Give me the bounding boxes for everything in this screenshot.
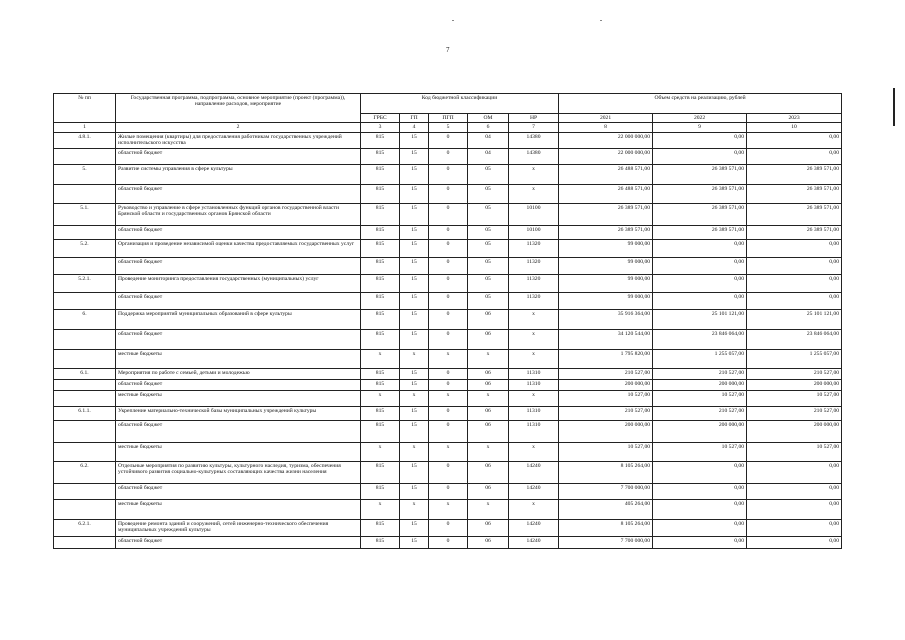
- row-name: местные бюджеты: [116, 499, 361, 519]
- cell-grbs: 815: [361, 461, 400, 483]
- cell-nr: 11320: [509, 239, 559, 257]
- cell-gp: 15: [400, 309, 429, 329]
- row-name: Проведение ремонта зданий и сооружений, сетей инженерно-технического обеспечения муниципальных учреждений культуры: [116, 519, 361, 536]
- table-row: [54, 239, 842, 257]
- row-name: Жилые помещения (квартиры) для предоставления работникам государственных учреждений исполнительского искусства: [116, 132, 361, 148]
- row-name: областной бюджет: [116, 536, 361, 548]
- cell-nr: 11310: [509, 368, 559, 379]
- cell-grbs: 815: [361, 239, 400, 257]
- row-number: 6.1.: [54, 368, 116, 379]
- cell-amount-2023: 0,00: [747, 292, 842, 309]
- row-name: областной бюджет: [116, 420, 361, 442]
- cell-amount-2023: 23 846 064,00: [747, 329, 842, 349]
- row-number: [54, 148, 116, 164]
- row-name: Отдельные мероприятия по развитию культуры, культурного наследия, туризма, обеспечения устойчивого развития социально-культурных составляющих качества жизни населения: [116, 461, 361, 483]
- cell-om: 05: [468, 225, 509, 239]
- cell-nr: 14380: [509, 132, 559, 148]
- cell-gp: 15: [400, 536, 429, 548]
- cell-amount-2021: 210 527,00: [559, 406, 653, 420]
- row-name: областной бюджет: [116, 483, 361, 499]
- cell-amount-2022: 26 389 571,00: [653, 225, 747, 239]
- header-om: ОМ: [468, 114, 509, 123]
- row-name: областной бюджет: [116, 257, 361, 274]
- table-row: [54, 379, 842, 390]
- cell-om: 04: [468, 132, 509, 148]
- table-row: [54, 257, 842, 274]
- cell-amount-2022: 25 101 121,00: [653, 309, 747, 329]
- cell-om: х: [468, 349, 509, 368]
- cell-amount-2021: 22 000 000,00: [559, 148, 653, 164]
- table-row: [54, 368, 842, 379]
- cell-pgp: 0: [429, 164, 468, 184]
- cell-om: 05: [468, 239, 509, 257]
- cell-amount-2021: 99 000,00: [559, 239, 653, 257]
- cell-grbs: 815: [361, 225, 400, 239]
- cell-om: 06: [468, 329, 509, 349]
- cell-pgp: 0: [429, 461, 468, 483]
- row-number: [54, 442, 116, 461]
- cell-grbs: 815: [361, 292, 400, 309]
- table-row: [54, 483, 842, 499]
- cell-amount-2022: 0,00: [653, 292, 747, 309]
- cell-amount-2022: 10 527,00: [653, 442, 747, 461]
- header-nr: НР: [509, 114, 559, 123]
- cell-nr: 14380: [509, 148, 559, 164]
- cell-nr: 14240: [509, 519, 559, 536]
- cell-om: 06: [468, 461, 509, 483]
- row-number: 5.1.: [54, 203, 116, 225]
- cell-grbs: 815: [361, 309, 400, 329]
- table-row: [54, 329, 842, 349]
- cell-gp: 15: [400, 274, 429, 292]
- cell-amount-2023: 210 527,00: [747, 368, 842, 379]
- header-program: Государственная программа, подпрограмма, основное мероприятие (проект (программа)), направление расходов, мероприятие: [116, 94, 361, 123]
- header-year-2022: 2022: [653, 114, 747, 123]
- cell-gp: 15: [400, 519, 429, 536]
- cell-om: 05: [468, 257, 509, 274]
- row-name: областной бюджет: [116, 292, 361, 309]
- cell-amount-2021: 99 000,00: [559, 274, 653, 292]
- cell-gp: 15: [400, 379, 429, 390]
- cell-amount-2021: 26 389 571,00: [559, 203, 653, 225]
- cell-amount-2021: 8 105 264,00: [559, 519, 653, 536]
- cell-nr: 14240: [509, 483, 559, 499]
- header-year-2021: 2021: [559, 114, 653, 123]
- cell-grbs: 815: [361, 132, 400, 148]
- row-name: местные бюджеты: [116, 349, 361, 368]
- cell-amount-2022: 0,00: [653, 274, 747, 292]
- cell-amount-2021: 7 700 000,00: [559, 483, 653, 499]
- col-number: 10: [747, 123, 842, 132]
- cell-amount-2021: 26 488 571,00: [559, 184, 653, 203]
- cell-amount-2023: 0,00: [747, 483, 842, 499]
- cell-nr: 11320: [509, 274, 559, 292]
- row-number: 4.8.1.: [54, 132, 116, 148]
- cell-pgp: 0: [429, 184, 468, 203]
- cell-om: 06: [468, 406, 509, 420]
- scan-speck: [600, 20, 602, 21]
- cell-amount-2023: 0,00: [747, 519, 842, 536]
- cell-grbs: 815: [361, 257, 400, 274]
- row-number: [54, 225, 116, 239]
- cell-gp: 15: [400, 132, 429, 148]
- cell-amount-2021: 34 120 544,00: [559, 329, 653, 349]
- cell-amount-2021: 405 264,00: [559, 499, 653, 519]
- cell-nr: 14240: [509, 536, 559, 548]
- cell-gp: 15: [400, 239, 429, 257]
- table-row: [54, 406, 842, 420]
- cell-nr: 10100: [509, 225, 559, 239]
- cell-amount-2022: 210 527,00: [653, 406, 747, 420]
- cell-amount-2023: 0,00: [747, 132, 842, 148]
- cell-gp: 15: [400, 164, 429, 184]
- header-year-2023: 2023: [747, 114, 842, 123]
- row-number: 6.: [54, 309, 116, 329]
- row-number: 5.2.: [54, 239, 116, 257]
- cell-amount-2023: 0,00: [747, 148, 842, 164]
- cell-amount-2022: 26 389 571,00: [653, 164, 747, 184]
- cell-grbs: 815: [361, 536, 400, 548]
- cell-amount-2022: 26 389 571,00: [653, 203, 747, 225]
- cell-grbs: 815: [361, 148, 400, 164]
- cell-amount-2021: 35 916 364,00: [559, 309, 653, 329]
- cell-om: 06: [468, 379, 509, 390]
- cell-grbs: х: [361, 499, 400, 519]
- cell-amount-2022: 210 527,00: [653, 368, 747, 379]
- cell-amount-2022: 0,00: [653, 148, 747, 164]
- cell-om: 06: [468, 420, 509, 442]
- cell-pgp: 0: [429, 132, 468, 148]
- cell-amount-2023: 0,00: [747, 461, 842, 483]
- cell-nr: 11320: [509, 257, 559, 274]
- row-name: Мероприятия по работе с семьей, детьми и молодежью: [116, 368, 361, 379]
- cell-amount-2022: 0,00: [653, 239, 747, 257]
- cell-amount-2023: 210 527,00: [747, 406, 842, 420]
- cell-om: х: [468, 499, 509, 519]
- row-name: областной бюджет: [116, 184, 361, 203]
- cell-om: х: [468, 442, 509, 461]
- row-name: Поддержка мероприятий муниципальных образований в сфере культуры: [116, 309, 361, 329]
- table-row: [54, 203, 842, 225]
- table-row: [54, 274, 842, 292]
- row-number: [54, 349, 116, 368]
- cell-amount-2022: 200 000,00: [653, 379, 747, 390]
- row-number: 5.2.1.: [54, 274, 116, 292]
- col-number: 9: [653, 123, 747, 132]
- cell-grbs: 815: [361, 519, 400, 536]
- table-row: [54, 148, 842, 164]
- col-number: 4: [400, 123, 429, 132]
- cell-grbs: 815: [361, 406, 400, 420]
- cell-pgp: 0: [429, 483, 468, 499]
- scan-edge-mark: [893, 88, 895, 126]
- cell-amount-2023: 200 000,00: [747, 379, 842, 390]
- cell-nr: х: [509, 499, 559, 519]
- row-name: местные бюджеты: [116, 442, 361, 461]
- table-row: [54, 309, 842, 329]
- cell-pgp: 0: [429, 536, 468, 548]
- cell-pgp: 0: [429, 239, 468, 257]
- header-budget-code: Код бюджетной классификации: [361, 94, 559, 114]
- table-row: [54, 132, 842, 148]
- cell-grbs: 815: [361, 203, 400, 225]
- cell-gp: 15: [400, 368, 429, 379]
- cell-om: 06: [468, 536, 509, 548]
- cell-grbs: 815: [361, 184, 400, 203]
- cell-grbs: 815: [361, 483, 400, 499]
- table-row: [54, 164, 842, 184]
- cell-amount-2022: 10 527,00: [653, 390, 747, 406]
- col-number: 8: [559, 123, 653, 132]
- cell-gp: х: [400, 442, 429, 461]
- cell-nr: х: [509, 184, 559, 203]
- cell-amount-2023: 0,00: [747, 274, 842, 292]
- cell-om: 05: [468, 274, 509, 292]
- cell-amount-2021: 200 000,00: [559, 420, 653, 442]
- cell-nr: х: [509, 349, 559, 368]
- cell-grbs: х: [361, 442, 400, 461]
- cell-gp: 15: [400, 203, 429, 225]
- cell-grbs: 815: [361, 164, 400, 184]
- row-name: Проведение мониторинга предоставления государственных (муниципальных) услуг: [116, 274, 361, 292]
- cell-pgp: х: [429, 499, 468, 519]
- row-name: Укрепление материально-технической базы муниципальных учреждений культуры: [116, 406, 361, 420]
- row-number: [54, 390, 116, 406]
- cell-pgp: 0: [429, 519, 468, 536]
- cell-pgp: 0: [429, 379, 468, 390]
- header-grbs: ГРБС: [361, 114, 400, 123]
- header-gp: ГП: [400, 114, 429, 123]
- cell-amount-2023: 0,00: [747, 239, 842, 257]
- cell-amount-2021: 22 000 000,00: [559, 132, 653, 148]
- cell-pgp: 0: [429, 406, 468, 420]
- cell-pgp: х: [429, 390, 468, 406]
- row-number: [54, 257, 116, 274]
- cell-om: 05: [468, 184, 509, 203]
- cell-amount-2022: 26 389 571,00: [653, 184, 747, 203]
- cell-amount-2022: 23 846 064,00: [653, 329, 747, 349]
- col-number: 2: [116, 123, 361, 132]
- cell-nr: х: [509, 309, 559, 329]
- cell-amount-2021: 26 488 571,00: [559, 164, 653, 184]
- cell-gp: 15: [400, 420, 429, 442]
- cell-gp: 15: [400, 184, 429, 203]
- cell-pgp: х: [429, 349, 468, 368]
- row-number: [54, 292, 116, 309]
- cell-gp: 15: [400, 406, 429, 420]
- table-row: [54, 390, 842, 406]
- cell-pgp: 0: [429, 292, 468, 309]
- row-name: областной бюджет: [116, 225, 361, 239]
- cell-amount-2023: 0,00: [747, 499, 842, 519]
- cell-amount-2022: 0,00: [653, 519, 747, 536]
- cell-grbs: 815: [361, 329, 400, 349]
- table-row: [54, 292, 842, 309]
- table-row: [54, 225, 842, 239]
- cell-grbs: 815: [361, 379, 400, 390]
- row-number: [54, 483, 116, 499]
- cell-om: 05: [468, 203, 509, 225]
- cell-grbs: 815: [361, 368, 400, 379]
- cell-om: 06: [468, 519, 509, 536]
- cell-pgp: 0: [429, 148, 468, 164]
- cell-nr: 14240: [509, 461, 559, 483]
- cell-amount-2021: 8 105 264,00: [559, 461, 653, 483]
- header-num: № пп: [54, 94, 116, 123]
- table-row: [54, 184, 842, 203]
- row-number: [54, 184, 116, 203]
- cell-gp: 15: [400, 483, 429, 499]
- col-number: 6: [468, 123, 509, 132]
- cell-amount-2022: 0,00: [653, 483, 747, 499]
- cell-amount-2023: 1 255 057,00: [747, 349, 842, 368]
- cell-grbs: 815: [361, 274, 400, 292]
- cell-amount-2023: 200 000,00: [747, 420, 842, 442]
- table-row: [54, 420, 842, 442]
- cell-grbs: 815: [361, 420, 400, 442]
- cell-amount-2021: 99 000,00: [559, 257, 653, 274]
- cell-gp: х: [400, 499, 429, 519]
- header-funding: Объем средств на реализацию, рублей: [559, 94, 842, 114]
- cell-amount-2022: 200 000,00: [653, 420, 747, 442]
- row-number: 6.2.: [54, 461, 116, 483]
- col-number: 1: [54, 123, 116, 132]
- cell-pgp: 0: [429, 368, 468, 379]
- cell-nr: 11310: [509, 379, 559, 390]
- cell-amount-2022: 0,00: [653, 461, 747, 483]
- cell-pgp: 0: [429, 274, 468, 292]
- cell-amount-2023: 0,00: [747, 257, 842, 274]
- cell-amount-2022: 0,00: [653, 536, 747, 548]
- cell-amount-2021: 200 000,00: [559, 379, 653, 390]
- cell-amount-2021: 26 389 571,00: [559, 225, 653, 239]
- scan-speck: [452, 20, 454, 21]
- row-name: областной бюджет: [116, 148, 361, 164]
- cell-om: 05: [468, 164, 509, 184]
- cell-om: 06: [468, 483, 509, 499]
- row-number: [54, 379, 116, 390]
- cell-amount-2023: 26 389 571,00: [747, 184, 842, 203]
- cell-gp: х: [400, 349, 429, 368]
- row-number: 5.: [54, 164, 116, 184]
- cell-gp: 15: [400, 225, 429, 239]
- table-row: [54, 349, 842, 368]
- cell-gp: 15: [400, 292, 429, 309]
- cell-amount-2021: 210 527,00: [559, 368, 653, 379]
- cell-amount-2021: 10 527,00: [559, 442, 653, 461]
- row-name: Развитие системы управления в сфере культуры: [116, 164, 361, 184]
- table-row: [54, 461, 842, 483]
- cell-grbs: х: [361, 390, 400, 406]
- cell-pgp: х: [429, 442, 468, 461]
- cell-gp: х: [400, 390, 429, 406]
- row-name: Руководство и управление в сфере установленных функций органов государственной власти Брянской области и государственных органов Брянской области: [116, 203, 361, 225]
- cell-pgp: 0: [429, 329, 468, 349]
- cell-pgp: 0: [429, 420, 468, 442]
- table-row: [54, 499, 842, 519]
- cell-amount-2022: 0,00: [653, 132, 747, 148]
- cell-nr: 11310: [509, 420, 559, 442]
- cell-nr: х: [509, 329, 559, 349]
- cell-om: 05: [468, 292, 509, 309]
- cell-pgp: 0: [429, 257, 468, 274]
- row-name: областной бюджет: [116, 329, 361, 349]
- cell-gp: 15: [400, 257, 429, 274]
- cell-amount-2022: 1 255 057,00: [653, 349, 747, 368]
- cell-gp: 15: [400, 148, 429, 164]
- cell-grbs: х: [361, 349, 400, 368]
- cell-amount-2022: 0,00: [653, 499, 747, 519]
- cell-gp: 15: [400, 329, 429, 349]
- table-body: [54, 132, 842, 548]
- row-name: Организация и проведение независимой оценки качества предоставляемых государственных услуг: [116, 239, 361, 257]
- cell-amount-2023: 0,00: [747, 536, 842, 548]
- cell-amount-2021: 10 527,00: [559, 390, 653, 406]
- cell-gp: 15: [400, 461, 429, 483]
- row-name: местные бюджеты: [116, 390, 361, 406]
- col-number: 7: [509, 123, 559, 132]
- budget-table: [53, 93, 842, 549]
- cell-amount-2023: 26 389 571,00: [747, 203, 842, 225]
- cell-nr: 11320: [509, 292, 559, 309]
- cell-amount-2023: 10 527,00: [747, 390, 842, 406]
- cell-amount-2021: 99 000,00: [559, 292, 653, 309]
- row-number: [54, 499, 116, 519]
- cell-om: 04: [468, 148, 509, 164]
- row-number: [54, 420, 116, 442]
- cell-nr: 10100: [509, 203, 559, 225]
- table-row: [54, 442, 842, 461]
- cell-nr: х: [509, 164, 559, 184]
- page-number: 7: [446, 46, 450, 54]
- cell-pgp: 0: [429, 309, 468, 329]
- cell-pgp: 0: [429, 203, 468, 225]
- table-row: [54, 519, 842, 536]
- cell-amount-2023: 26 389 571,00: [747, 225, 842, 239]
- col-number: 5: [429, 123, 468, 132]
- table-row: [54, 536, 842, 548]
- cell-amount-2023: 10 527,00: [747, 442, 842, 461]
- row-name: областной бюджет: [116, 379, 361, 390]
- row-number: [54, 536, 116, 548]
- row-number: 6.1.1.: [54, 406, 116, 420]
- cell-amount-2022: 0,00: [653, 257, 747, 274]
- cell-nr: х: [509, 390, 559, 406]
- cell-om: х: [468, 390, 509, 406]
- cell-pgp: 0: [429, 225, 468, 239]
- cell-nr: 11310: [509, 406, 559, 420]
- cell-amount-2021: 7 700 000,00: [559, 536, 653, 548]
- row-number: 6.2.1.: [54, 519, 116, 536]
- cell-nr: х: [509, 442, 559, 461]
- cell-om: 06: [468, 368, 509, 379]
- cell-amount-2023: 26 389 571,00: [747, 164, 842, 184]
- cell-amount-2021: 1 795 820,00: [559, 349, 653, 368]
- col-number: 3: [361, 123, 400, 132]
- header-pgp: ПГП: [429, 114, 468, 123]
- cell-om: 06: [468, 309, 509, 329]
- cell-amount-2023: 25 101 121,00: [747, 309, 842, 329]
- row-number: [54, 329, 116, 349]
